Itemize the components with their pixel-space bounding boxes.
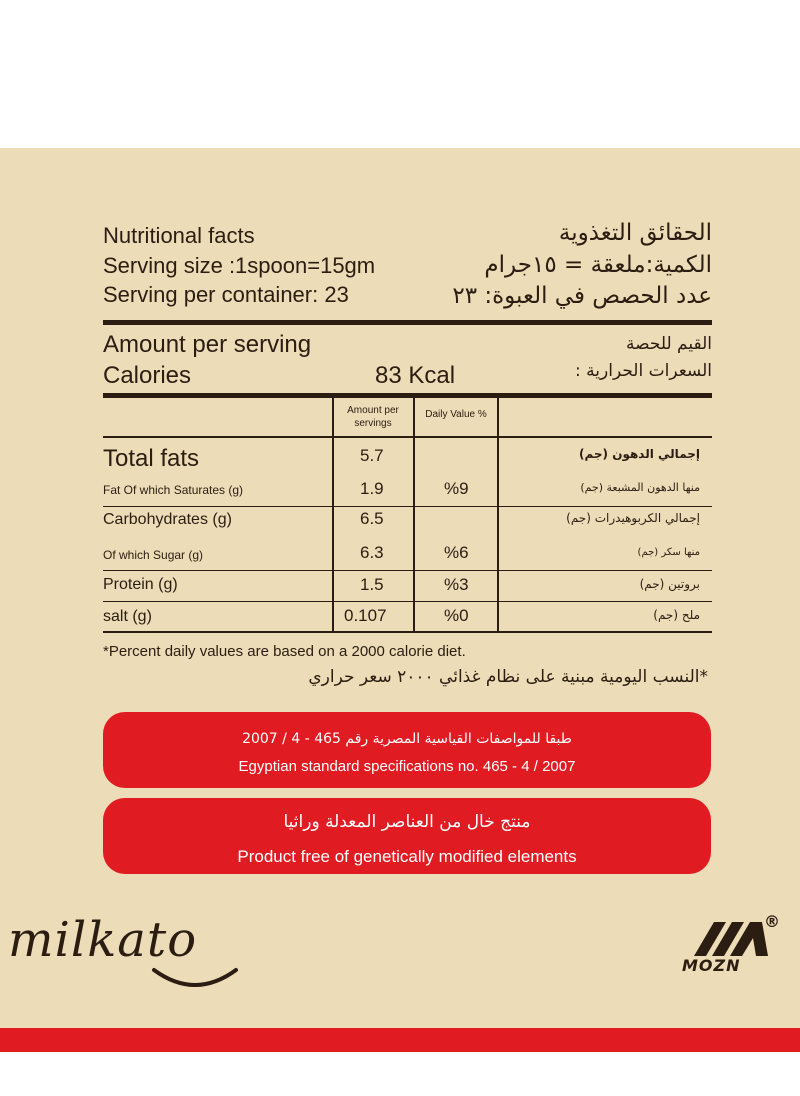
row-label-ar: منها الدهون المشبعة (جم) bbox=[580, 481, 700, 494]
amount-label-ar: القيم للحصة bbox=[626, 334, 712, 354]
gmo-free-text-en: Product free of genetically modified elements bbox=[237, 847, 577, 866]
calories-label-ar: السعرات الحرارية : bbox=[575, 361, 712, 381]
gmo-free-text-ar: منتج خال من العناصر المعدلة وراثيا bbox=[283, 812, 531, 832]
col-divider-1 bbox=[332, 398, 334, 632]
row-amount: 0.107 bbox=[344, 606, 387, 625]
row-label-en: salt (g) bbox=[103, 608, 152, 625]
row-label-ar: منها سكر (جم) bbox=[637, 547, 700, 558]
row-line bbox=[103, 506, 712, 507]
row-label-en: Of which Sugar (g) bbox=[103, 548, 204, 562]
row-label-ar: إجمالي الكربوهيدرات (جم) bbox=[566, 511, 700, 525]
row-amount: 1.9 bbox=[360, 479, 384, 498]
row-daily: %6 bbox=[444, 543, 469, 562]
nutrition-title-en: Nutritional facts bbox=[103, 223, 255, 248]
row-label-en: Total fats bbox=[103, 445, 200, 472]
registered-mark: ® bbox=[764, 912, 780, 931]
row-daily: %9 bbox=[444, 479, 469, 498]
col-divider-3 bbox=[497, 398, 499, 632]
row-amount: 6.3 bbox=[360, 543, 384, 562]
row-label-en: Protein (g) bbox=[103, 576, 178, 593]
header-divider bbox=[103, 320, 712, 325]
gmo-free-box bbox=[103, 798, 711, 874]
col-header-amount: Amount per servings bbox=[347, 405, 399, 429]
col-header-daily: Daily Value % bbox=[425, 409, 487, 420]
row-line bbox=[103, 570, 712, 571]
calories-value: 83 Kcal bbox=[375, 362, 456, 389]
standards-text-ar: طبقا للمواصفات القياسية المصرية رقم 465 - 4 / 2007 bbox=[242, 731, 572, 747]
standards-text-en: Egyptian standard specifications no. 465 - 4 / 2007 bbox=[238, 758, 576, 775]
col-divider-2 bbox=[413, 398, 415, 632]
row-amount: 5.7 bbox=[360, 446, 384, 465]
smile-icon bbox=[150, 966, 240, 990]
row-label-ar: ملح (جم) bbox=[653, 608, 700, 622]
amount-divider bbox=[103, 393, 712, 398]
serving-per-en: Serving per container: 23 bbox=[103, 282, 349, 307]
row-line bbox=[103, 601, 712, 602]
table-bottom-line bbox=[103, 631, 712, 633]
calories-label: Calories bbox=[103, 362, 192, 389]
footnote-en: *Percent daily values are based on a 2000 calorie diet. bbox=[103, 643, 466, 660]
serving-size-en: Serving size :1spoon=15gm bbox=[103, 253, 376, 278]
row-daily: %0 bbox=[444, 606, 469, 625]
milkato-logo: milkato bbox=[8, 912, 198, 968]
table-header-line bbox=[103, 436, 712, 438]
nutrition-title-ar: الحقائق التغذوية bbox=[558, 220, 712, 246]
row-amount: 6.5 bbox=[360, 509, 384, 528]
row-daily: %3 bbox=[444, 575, 469, 594]
amount-label-en: Amount per serving bbox=[103, 331, 312, 358]
row-label-en: Fat Of which Saturates (g) bbox=[103, 483, 244, 497]
row-label-ar: إجمالي الدهون (جم) bbox=[579, 447, 700, 461]
row-amount: 1.5 bbox=[360, 575, 384, 594]
row-label-en: Carbohydrates (g) bbox=[103, 511, 232, 528]
bottom-red-band bbox=[0, 1028, 800, 1052]
footnote-ar: *النسب اليومية مبنية على نظام غذائي ٢٠٠٠ سعر حراري bbox=[308, 667, 708, 687]
standards-box bbox=[103, 712, 711, 788]
mozn-wordmark: MOZN bbox=[682, 956, 741, 975]
row-label-ar: بروتين (جم) bbox=[639, 577, 700, 591]
serving-size-ar: الكمية:ملعقة = ١٥جرام bbox=[484, 252, 712, 278]
serving-per-ar: عدد الحصص في العبوة: ٢٣ bbox=[452, 283, 712, 309]
